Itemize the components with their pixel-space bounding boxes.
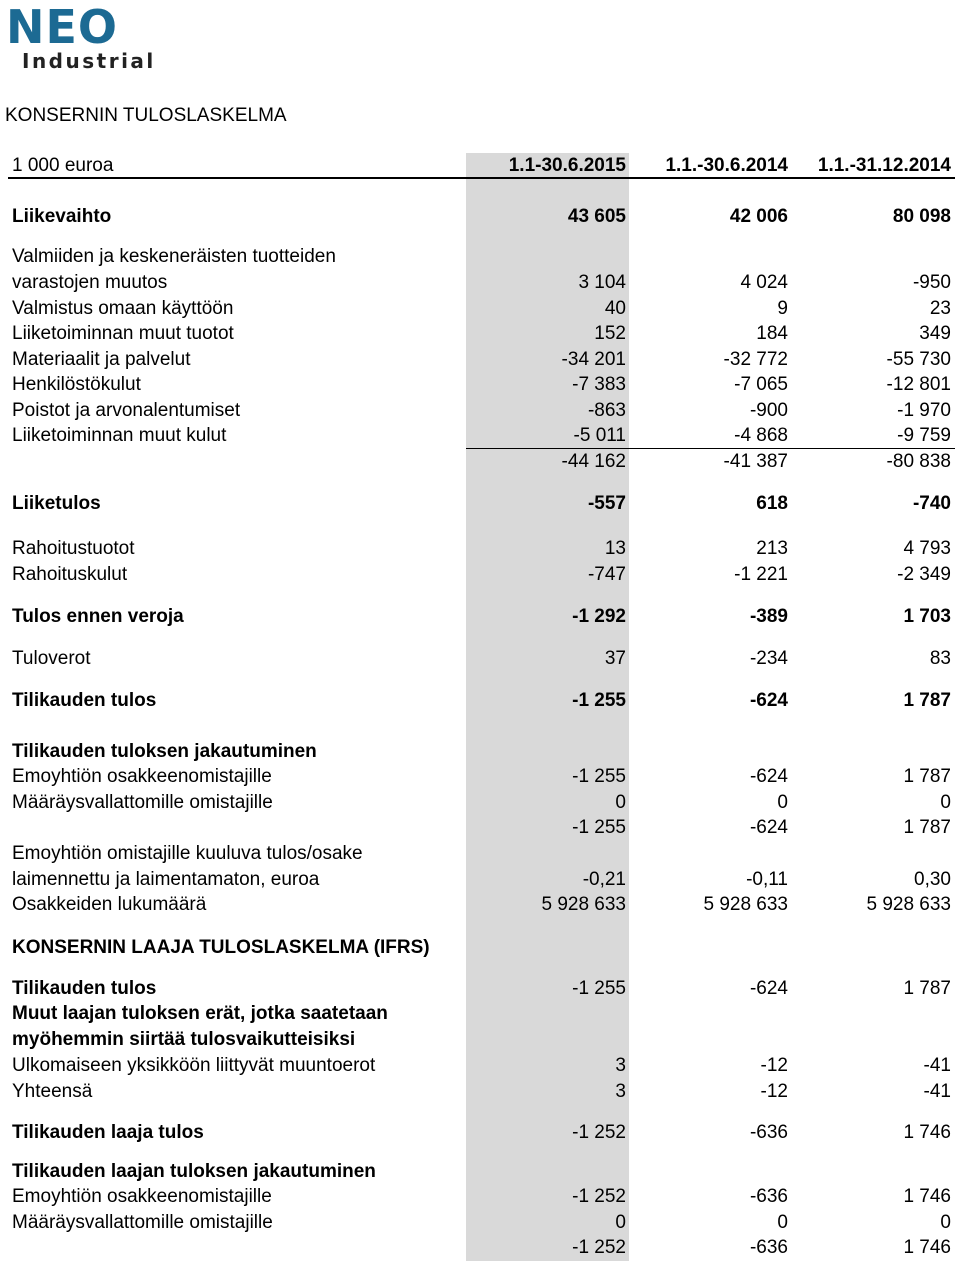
value-2015h1: -0,21 [582,869,626,890]
row-label: Tilikauden laaja tulos [12,1122,204,1143]
value-2014fy: 1 746 [903,1186,951,1207]
row-label: Valmistus omaan käyttöön [12,298,234,319]
row-label: Ulkomaiseen yksikköön liittyvät muuntoerot [12,1055,376,1076]
header-rule [8,177,955,179]
table-row [0,1027,960,1052]
value-2014h1: -900 [749,400,788,421]
value-2014h1: 184 [756,323,788,344]
value-2014h1: -624 [749,690,788,711]
row-label: Valmiiden ja keskeneräisten tuotteiden [12,246,336,267]
value-2015h1: 3 104 [578,272,626,293]
value-2015h1: -44 162 [561,451,626,472]
value-2014fy: 80 098 [892,206,951,227]
table-row [0,562,960,587]
logo-sub: Industrial [22,49,156,73]
value-2014h1: -41 387 [723,451,788,472]
value-2014fy: -12 801 [886,374,951,395]
table-row [0,1184,960,1209]
value-2014h1: -4 868 [734,425,788,446]
value-2014h1: 9 [777,298,788,319]
value-2014fy: 1 787 [903,978,951,999]
value-2014h1: -32 772 [723,349,788,370]
value-2014fy: 1 787 [903,817,951,838]
row-label: Poistot ja arvonalentumiset [12,400,241,421]
document-title: KONSERNIN TULOSLASKELMA [5,105,287,126]
value-2014fy: -41 [923,1055,951,1076]
table-row [0,270,960,295]
table-row [0,1235,960,1260]
row-label: varastojen muutos [12,272,168,293]
row-label: Liiketoiminnan muut kulut [12,425,227,446]
value-2015h1: 0 [615,792,626,813]
row-label: Emoyhtiön omistajille kuuluva tulos/osake [12,843,363,864]
value-2014fy: 1 787 [903,690,951,711]
table-row [0,321,960,346]
table-row [0,892,960,917]
row-label: Materiaalit ja palvelut [12,349,191,370]
value-2014h1: -636 [749,1186,788,1207]
row-label: Emoyhtiön osakkeenomistajille [12,1186,272,1207]
value-2015h1: 40 [604,298,626,319]
row-label: Muut laajan tuloksen erät, jotka saatetaan [12,1003,388,1024]
row-label: Tilikauden tuloksen jakautuminen [12,741,317,762]
value-2014h1: -0,11 [746,869,788,890]
value-2014h1: -624 [749,978,788,999]
value-2014fy: -41 [923,1081,951,1102]
table-row [0,1120,960,1145]
table-row [0,204,960,229]
value-2014h1: -1 221 [734,564,788,585]
table-row [0,244,960,269]
value-2014fy: 0 [940,1212,951,1233]
value-2014fy: 1 746 [903,1122,951,1143]
value-2014fy: 4 793 [903,538,951,559]
value-2015h1: 13 [604,538,626,559]
value-2014fy: 0 [940,792,951,813]
value-2015h1: -1 252 [572,1122,626,1143]
value-2014h1: -12 [760,1081,788,1102]
table-row [0,935,960,960]
row-label: Rahoituskulut [12,564,128,585]
value-2014h1: -624 [749,817,788,838]
value-2015h1: -34 201 [561,349,626,370]
row-label: Määräysvallattomille omistajille [12,1212,273,1233]
table-row [0,815,960,840]
value-2015h1: -1 292 [572,606,626,627]
value-2014fy: -80 838 [886,451,951,472]
column-header-2014fy: 1.1.-31.12.2014 [817,155,951,176]
value-2014h1: -7 065 [734,374,788,395]
value-2015h1: 3 [615,1081,626,1102]
value-2014fy: 1 787 [903,766,951,787]
neo-industrial-logo [6,0,168,73]
table-row [0,423,960,448]
value-2014fy: 0,30 [914,869,951,890]
value-2015h1: -1 252 [572,1186,626,1207]
table-row [0,646,960,671]
row-label: Rahoitustuotot [12,538,135,559]
value-2015h1: -5 011 [573,425,626,446]
value-2015h1: -7 383 [572,374,626,395]
value-2015h1: 5 928 633 [541,894,626,915]
value-2014h1: 618 [756,493,788,514]
table-row [0,1053,960,1078]
value-2015h1: 152 [594,323,626,344]
column-header-2015h1: 1.1-30.6.2015 [508,155,626,176]
row-label: Tilikauden laajan tuloksen jakautuminen [12,1161,376,1182]
value-2014fy: 23 [929,298,951,319]
value-2014h1: 5 928 633 [703,894,788,915]
value-2014fy: 5 928 633 [866,894,951,915]
value-2014fy: -740 [912,493,951,514]
row-label: Tilikauden tulos [12,690,157,711]
value-2014fy: 349 [919,323,951,344]
value-2015h1: -863 [587,400,626,421]
value-2015h1: -1 255 [572,817,626,838]
row-label: myöhemmin siirtää tulosvaikutteisiksi [12,1029,356,1050]
value-2014fy: 1 746 [903,1237,951,1258]
value-2014h1: 42 006 [729,206,788,227]
table-row [0,1159,960,1184]
table-row [0,604,960,629]
subtotal-rule [466,448,955,449]
value-2015h1: -557 [587,493,626,514]
value-2014h1: -12 [760,1055,788,1076]
table-row [0,790,960,815]
value-2014h1: -624 [749,766,788,787]
row-label: Tilikauden tulos [12,978,157,999]
column-header-row [0,153,960,178]
value-2014fy: -950 [912,272,951,293]
value-2015h1: 43 605 [567,206,626,227]
row-label: KONSERNIN LAAJA TULOSLASKELMA (IFRS) [12,937,430,958]
table-row [0,372,960,397]
table-row [0,296,960,321]
table-row [0,739,960,764]
table-row [0,1001,960,1026]
row-label: Yhteensä [12,1081,93,1102]
table-row [0,841,960,866]
column-header-2014h1: 1.1.-30.6.2014 [665,155,788,176]
logo-brand: NEO [6,0,119,54]
unit-label: 1 000 euroa [12,155,114,176]
value-2014fy: 1 703 [903,606,951,627]
value-2014fy: -2 349 [897,564,951,585]
row-label: Osakkeiden lukumäärä [12,894,207,915]
value-2014fy: -55 730 [886,349,951,370]
row-label: Liiketoiminnan muut tuotot [12,323,234,344]
table-row [0,976,960,1001]
row-label: Emoyhtiön osakkeenomistajille [12,766,272,787]
value-2015h1: 3 [615,1055,626,1076]
row-label: laimennettu ja laimentamaton, euroa [12,869,320,890]
value-2014fy: 83 [929,648,951,669]
row-label: Henkilöstökulut [12,374,141,395]
table-row [0,1079,960,1104]
value-2014h1: 0 [777,792,788,813]
value-2015h1: 0 [615,1212,626,1233]
value-2015h1: -747 [587,564,626,585]
table-row [0,867,960,892]
table-row [0,398,960,423]
value-2014fy: -1 970 [897,400,951,421]
table-row [0,536,960,561]
table-row [0,491,960,516]
row-label: Tulos ennen veroja [12,606,184,627]
value-2014h1: 213 [756,538,788,559]
value-2014fy: -9 759 [897,425,951,446]
value-2015h1: -1 255 [572,978,626,999]
table-row [0,764,960,789]
row-label: Liiketulos [12,493,101,514]
value-2015h1: -1 255 [572,766,626,787]
table-row [0,1210,960,1235]
row-label: Liikevaihto [12,206,112,227]
value-2015h1: 37 [604,648,626,669]
value-2014h1: -234 [749,648,788,669]
value-2015h1: -1 255 [572,690,626,711]
table-row [0,688,960,713]
value-2014h1: 4 024 [740,272,788,293]
table-row [0,347,960,372]
value-2014h1: -636 [749,1122,788,1143]
row-label: Määräysvallattomille omistajille [12,792,273,813]
row-label: Tuloverot [12,648,91,669]
value-2015h1: -1 252 [572,1237,626,1258]
value-2014h1: -389 [749,606,788,627]
table-row [0,449,960,474]
value-2014h1: -636 [749,1237,788,1258]
value-2014h1: 0 [777,1212,788,1233]
